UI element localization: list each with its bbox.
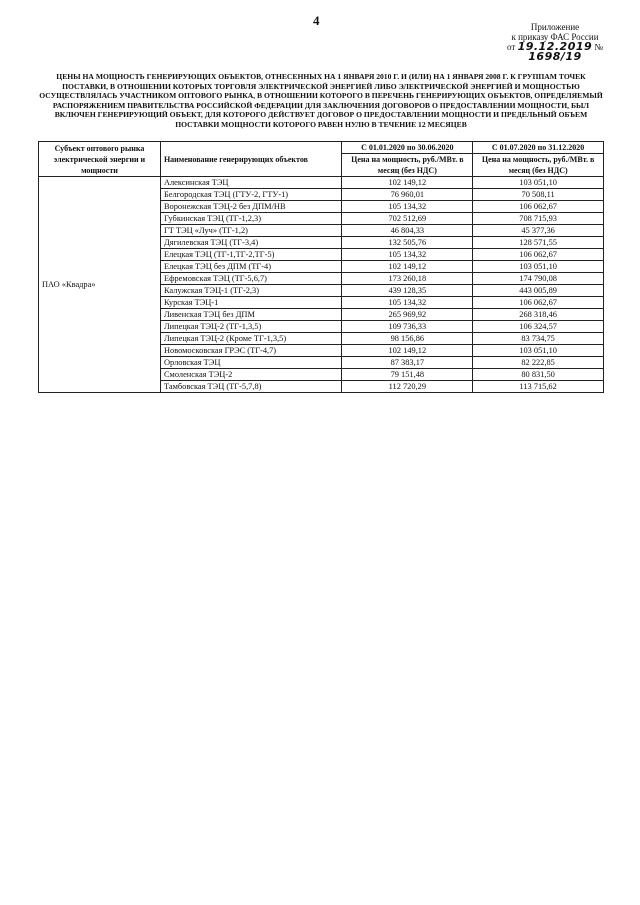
object-name-cell: Новомосковская ГРЭС (ТГ-4,7) — [160, 345, 342, 357]
price-period-2-cell: 83 734,75 — [473, 333, 604, 345]
price-period-2-cell: 106 324,57 — [473, 321, 604, 333]
header-period-2: С 01.07.2020 по 31.12.2020 — [473, 142, 604, 154]
price-period-1-cell: 109 736,33 — [342, 321, 473, 333]
price-period-1-cell: 76 960,01 — [342, 189, 473, 201]
object-name-cell: Орловская ТЭЦ — [160, 357, 342, 369]
price-period-2-cell: 82 222,85 — [473, 357, 604, 369]
table-row — [39, 177, 604, 189]
price-period-2-cell: 70 508,11 — [473, 189, 604, 201]
object-name-cell: Смоленская ТЭЦ-2 — [160, 369, 342, 381]
price-period-2-cell: 103 051,10 — [473, 345, 604, 357]
appendix-stamp — [480, 22, 630, 62]
price-period-2-cell: 80 831,50 — [473, 369, 604, 381]
price-period-1-cell: 102 149,12 — [342, 261, 473, 273]
price-period-1-cell: 105 134,32 — [342, 201, 473, 213]
price-period-1-cell: 105 134,32 — [342, 249, 473, 261]
object-name-cell: Елецкая ТЭЦ без ДПМ (ТГ-4) — [160, 261, 342, 273]
object-name-cell: ГТ ТЭЦ «Луч» (ТГ-1,2) — [160, 225, 342, 237]
price-period-2-cell: 106 062,67 — [473, 297, 604, 309]
header-price-1: Цена на мощность, руб./МВт. в месяц (без НДС) — [342, 154, 473, 177]
price-period-2-cell: 106 062,67 — [473, 201, 604, 213]
object-name-cell: Курская ТЭЦ-1 — [160, 297, 342, 309]
handwritten-order-number: 1698/19 — [528, 50, 582, 63]
page-number: 4 — [313, 13, 320, 28]
price-period-1-cell: 102 149,12 — [342, 345, 473, 357]
price-period-1-cell: 265 969,92 — [342, 309, 473, 321]
header-subject: Субъект оптового рынка электрической энергии и мощности — [39, 142, 161, 177]
appendix-from-label: от — [506, 42, 516, 52]
header-object-name: Наименование генерирующих объектов — [160, 142, 342, 177]
object-name-cell: Ефремовская ТЭЦ (ТГ-5,6,7) — [160, 273, 342, 285]
document-title: ЦЕНЫ НА МОЩНОСТЬ ГЕНЕРИРУЮЩИХ ОБЪЕКТОВ, ОТНЕСЕННЫХ НА 1 ЯНВАРЯ 2010 Г. И (ИЛИ) НА 1 ЯНВАРЯ 2008 Г. К ГРУППАМ ТОЧЕК ПОСТАВКИ, В ОТНОШЕНИИ КОТОРЫХ ТОРГОВЛЯ ЭЛЕКТРИЧЕСКОЙ ЭНЕРГИЕЙ ЛИБО ЭЛЕКТРИЧЕСКОЙ ЭНЕРГИЕЙ И МОЩНОСТЬЮ ОСУЩЕСТВЛЯЛАСЬ УЧАСТНИКОМ ОПТОВОГО РЫНКА, В ОТНОШЕНИИ КОТОРОГО В ПЕРЕЧЕНЬ ГЕНЕРИРУЮЩИХ ОБЪЕКТОВ, ОПРЕДЕЛЯЕМЫЙ РАСПОРЯЖЕНИЕМ ПРАВИТЕЛЬСТВА РОССИЙСКОЙ ФЕДЕРАЦИИ ДЛЯ ЗАКЛЮЧЕНИЯ ДОГОВОРОВ О ПРЕДОСТАВЛЕНИИ МОЩНОСТИ, БЫЛ ВКЛЮЧЕН ГЕНЕРИРУЮЩИЙ ОБЪЕКТ, ДЛЯ КОТОРОГО ДЕЙСТВУЕТ ДОГОВОР О ПРЕДОСТАВЛЕНИИ МОЩНОСТИ И ПРЕДЕЛЬНЫЙ ОБЪЕМ ПОСТАВКИ МОЩНОСТИ КОТОРОГО РАВЕН НУЛЮ В ТЕЧЕНИЕ 12 МЕСЯЦЕВ — [39, 72, 603, 129]
object-name-cell: Дягилевская ТЭЦ (ТГ-3,4) — [160, 237, 342, 249]
object-name-cell: Калужская ТЭЦ-1 (ТГ-2,3) — [160, 285, 342, 297]
price-period-1-cell: 702 512,69 — [342, 213, 473, 225]
object-name-cell: Липецкая ТЭЦ-2 (ТГ-1,3,5) — [160, 321, 342, 333]
header-price-2: Цена на мощность, руб./МВт. в месяц (без НДС) — [473, 154, 604, 177]
price-period-1-cell: 46 804,33 — [342, 225, 473, 237]
price-period-1-cell: 79 151,48 — [342, 369, 473, 381]
price-period-2-cell: 103 051,10 — [473, 261, 604, 273]
price-period-1-cell: 87 383,17 — [342, 357, 473, 369]
price-period-1-cell: 98 156,86 — [342, 333, 473, 345]
price-period-2-cell: 443 005,89 — [473, 285, 604, 297]
handwritten-date: 19.12.2019 — [517, 40, 593, 53]
object-name-cell: Воронежская ТЭЦ-2 без ДПМ/НВ — [160, 201, 342, 213]
header-period-1: С 01.01.2020 по 30.06.2020 — [342, 142, 473, 154]
object-name-cell: Елецкая ТЭЦ (ТГ-1,ТГ-2,ТГ-5) — [160, 249, 342, 261]
object-name-cell: Губкинская ТЭЦ (ТГ-1,2,3) — [160, 213, 342, 225]
price-period-2-cell: 113 715,62 — [473, 381, 604, 393]
table-body — [39, 177, 604, 393]
price-period-1-cell: 132 505,76 — [342, 237, 473, 249]
object-name-cell: Алексинская ТЭЦ — [160, 177, 342, 189]
price-period-2-cell: 45 377,36 — [473, 225, 604, 237]
object-name-cell: Липецкая ТЭЦ-2 (Кроме ТГ-1,3,5) — [160, 333, 342, 345]
price-period-1-cell: 112 720,29 — [342, 381, 473, 393]
appendix-order-ref: к приказу ФАС России — [511, 32, 599, 42]
price-period-2-cell: 128 571,55 — [473, 237, 604, 249]
price-period-1-cell: 102 149,12 — [342, 177, 473, 189]
number-sign: № — [594, 42, 603, 52]
price-period-1-cell: 105 134,32 — [342, 297, 473, 309]
price-period-2-cell: 174 790,08 — [473, 273, 604, 285]
price-period-1-cell: 173 260,18 — [342, 273, 473, 285]
price-period-2-cell: 106 062,67 — [473, 249, 604, 261]
table-header-row — [39, 142, 604, 154]
appendix-label: Приложение — [530, 22, 580, 32]
object-name-cell: Ливенская ТЭЦ без ДПМ — [160, 309, 342, 321]
price-table — [38, 141, 604, 393]
subject-cell: ПАО «Квадра» — [39, 177, 161, 393]
object-name-cell: Белгородская ТЭЦ (ГТУ-2, ГТУ-1) — [160, 189, 342, 201]
price-period-2-cell: 708 715,93 — [473, 213, 604, 225]
price-period-2-cell: 268 318,46 — [473, 309, 604, 321]
object-name-cell: Тамбовская ТЭЦ (ТГ-5,7,8) — [160, 381, 342, 393]
appendix-date-line — [480, 42, 630, 62]
price-period-1-cell: 439 128,35 — [342, 285, 473, 297]
price-period-2-cell: 103 051,10 — [473, 177, 604, 189]
